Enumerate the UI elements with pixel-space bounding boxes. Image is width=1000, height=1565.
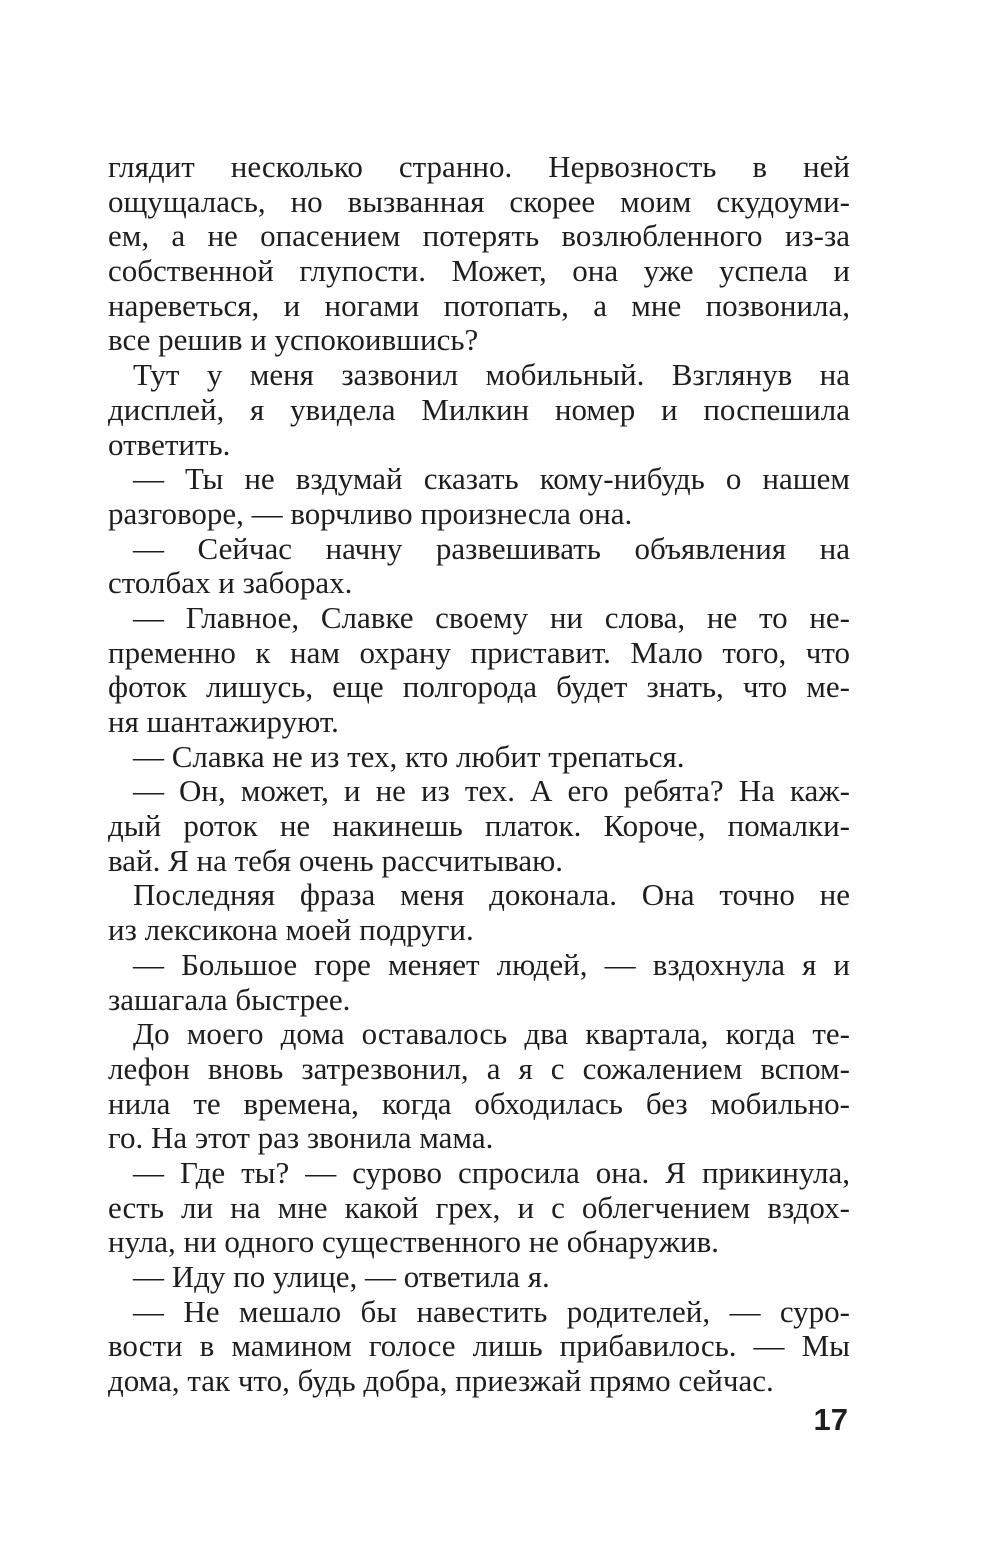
paragraph [108,1156,850,1260]
text-line: Тут у меня зазвонил мобильный. Взглянув на [133,357,850,393]
text-line: собственной глупости. Может, она уже успела и [108,253,850,289]
text-line: — Большое горе меняет людей, — вздохнула я и [133,946,850,982]
text-line: из лексикона моей подруги. [108,912,474,948]
text-line: нула, ни одного существенного не обнаружив. [108,1224,719,1260]
text-line: ня шантажируют. [108,704,339,739]
text-line: разговоре, — ворчливо произнесла она. [108,495,633,531]
text-line: ем, а не опасением потерять возлюбленного из-за [108,218,850,254]
text-line: зашагала быстрее. [108,981,351,1017]
text-line: Последняя фраза меня доконала. Она точно не [133,877,850,913]
text-line: пременно к нам охрану приставит. Мало того, что [108,634,850,670]
text-line: глядит несколько странно. Нервозность в ней [108,149,850,184]
paragraph [108,740,850,775]
page-number: 17 [813,1402,848,1437]
text-line: — Ты не вздумай сказать кому-нибудь о нашем [133,461,850,497]
text-line: — Сейчас начну развешивать объявления на [133,530,850,566]
text-line: — Не мешало бы навестить родителей, — суро- [133,1293,850,1329]
text-line: — Главное, Славке своему ни слова, не то не- [133,599,850,635]
paragraph [108,1017,850,1156]
text-line: дома, так что, будь добра, приезжай прямо сейчас. [108,1363,774,1399]
text-line: — Иду по улице, — ответила я. [133,1259,550,1294]
text-line: есть ли на мне какой грех, и с облегчением вздох- [108,1189,850,1225]
paragraph [108,774,850,878]
text-line: нила те времена, когда обходилась без мобильно- [108,1085,850,1121]
text-line: — Где ты? — сурово спросила она. Я прикинула, [133,1154,850,1190]
paragraph [108,358,850,462]
text-line: нареветься, и ногами потопать, а мне позвонила, [108,287,850,323]
text-line: вости в мамином голосе лишь прибавилось. — Мы [108,1328,850,1364]
text-line: ответить. [108,426,231,462]
paragraph [108,1295,850,1399]
text-line: — Он, может, и не из тех. А его ребята? На каж- [133,773,850,809]
text-line: — Славка не из тех, кто любит трепаться. [133,738,685,774]
paragraph [108,1260,850,1295]
paragraph [108,878,850,947]
text-line: До моего дома оставалось два квартала, когда те- [133,1016,850,1052]
text-line: лефон вновь затрезвонил, а я с сожалением вспом- [108,1050,850,1086]
text-line: дисплей, я увидела Милкин номер и поспешила [108,391,850,427]
paragraph [108,601,850,740]
body-text [108,150,850,1399]
text-line: го. На этот раз звонила мама. [108,1120,494,1156]
paragraph [108,948,850,1017]
paragraph [108,462,850,531]
text-line: фоток лишусь, еще полгорода будет знать, что ме- [108,669,850,705]
paragraph [108,532,850,601]
text-line: все решив и успокоившись? [108,322,479,358]
text-line: вай. Я на тебя очень рассчитываю. [108,842,564,878]
text-line: дый роток не накинешь платок. Короче, помалки- [108,808,850,844]
paragraph [108,150,850,358]
text-line: ощущалась, но вызванная скорее моим скудоуми- [108,183,850,219]
text-line: столбах и заборах. [108,565,353,601]
